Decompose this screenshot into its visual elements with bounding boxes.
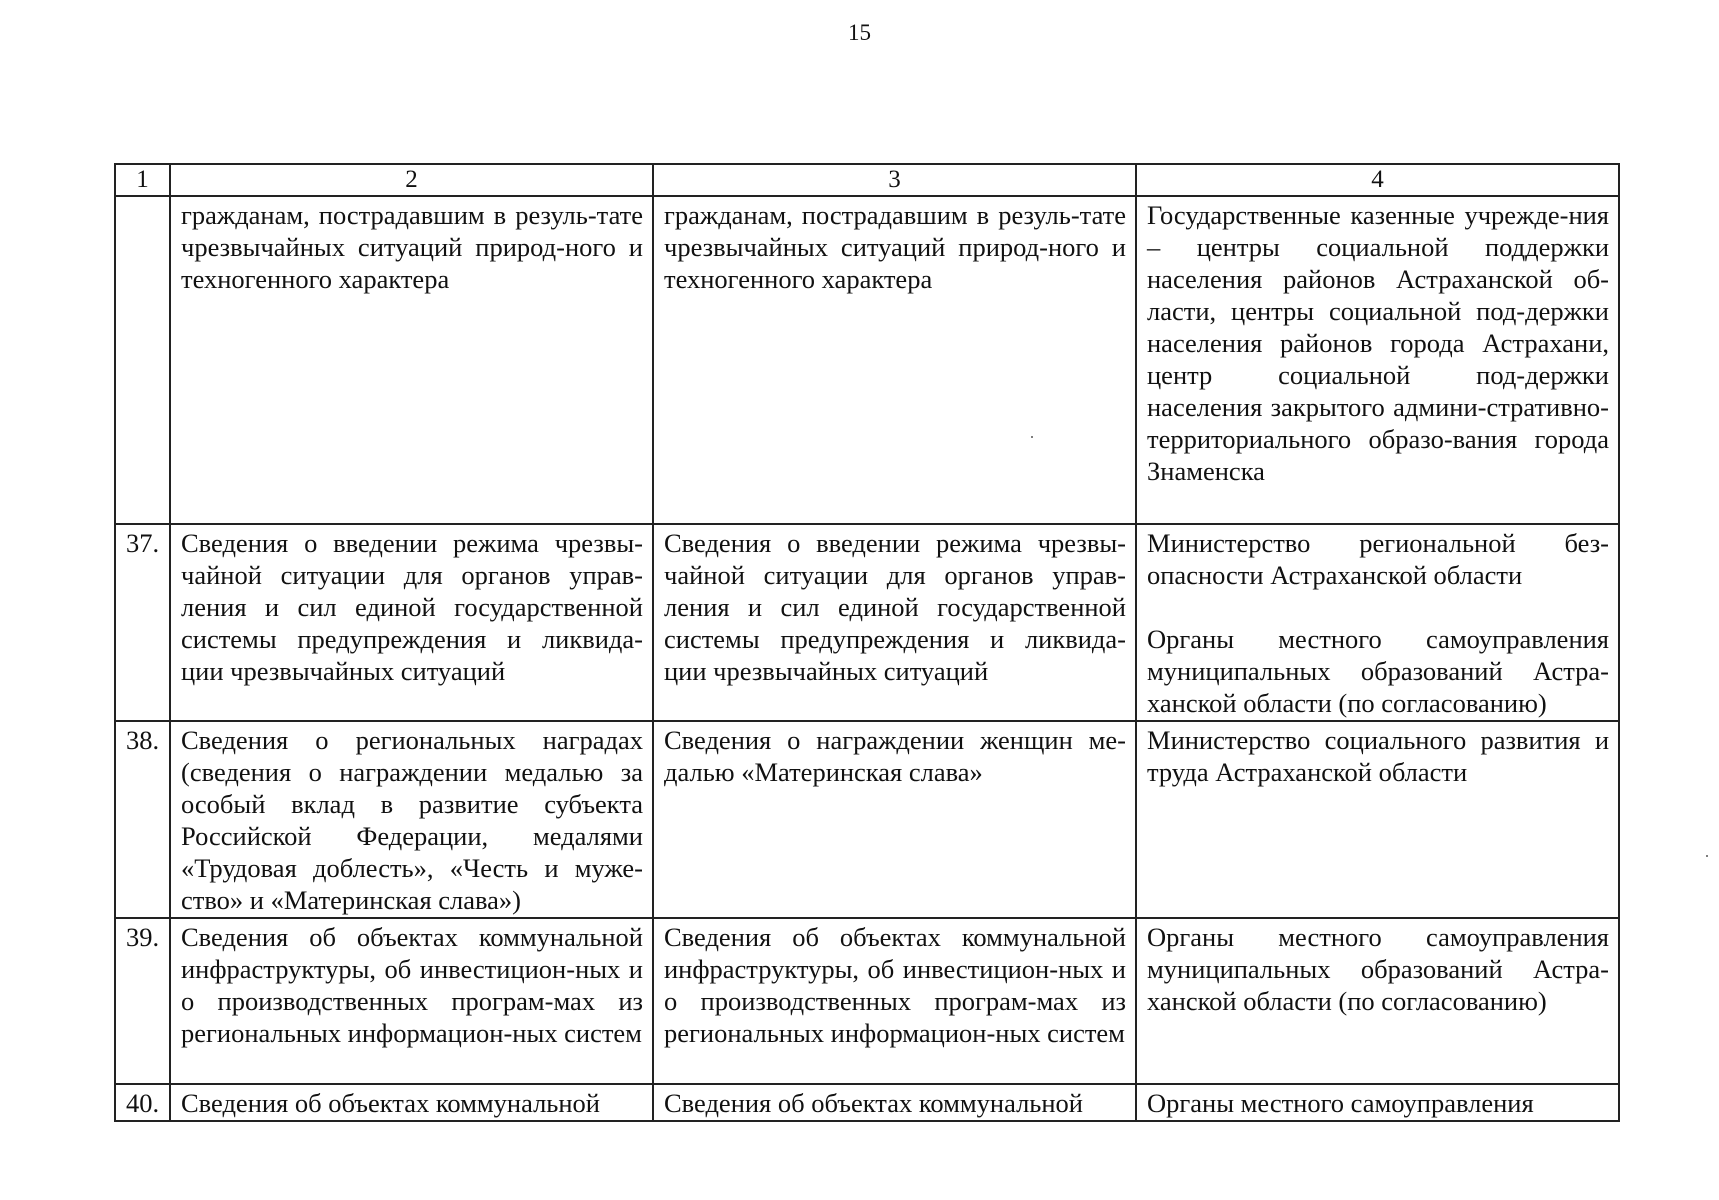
column-number-3: 3 [653,164,1136,196]
cell-information-content: Сведения об объектах коммунальной [653,1084,1136,1121]
row-number: 38. [115,721,170,918]
cell-information-type: Сведения о региональных наградах (сведения о награждении медалью за особый вклад в развитие субъекта Российской Федерации, медалями «Трудовая доблесть», «Честь и муже-ство» и «Материнская слава») [170,721,653,918]
cell-information-content: Сведения об объектах коммунальной инфраструктуры, об инвестицион-ных и о производственных програм-мах из региональных информацион-ных систем [653,918,1136,1084]
cell-information-type: Сведения об объектах коммунальной [170,1084,653,1121]
cell-information-content: гражданам, пострадавшим в резуль-тате чрезвычайных ситуаций природ-ного и техногенного характера [653,196,1136,524]
cell-information-type: Сведения об объектах коммунальной инфраструктуры, об инвестицион-ных и о производственных програм-мах из региональных информацион-ных систем [170,918,653,1084]
column-number-2: 2 [170,164,653,196]
scan-speck [1706,855,1708,857]
table-row [115,524,1619,721]
cell-information-content: Сведения о введении режима чрезвы-чайной ситуации для органов управ-ления и сил единой государственной системы предупреждения и ликвида-ции чрезвычайных ситуаций [653,524,1136,721]
row-number: 40. [115,1084,170,1121]
responsible-body-text: Министерство социального развития и труда Астраханской области [1147,725,1609,787]
table-row [115,918,1619,1084]
responsible-body-text: Органы местного самоуправления муниципальных образований Астра-ханской области (по согласованию) [1147,922,1609,1016]
table-row [115,196,1619,524]
cell-responsible-body [1136,721,1619,918]
cell-information-content: Сведения о награждении женщин ме-далью «Материнская слава» [653,721,1136,918]
cell-responsible-body [1136,524,1619,721]
responsible-body-text: Государственные казенные учрежде-ния – центры социальной поддержки населения районов Астраханской об-ласти, центры социальной под-держки населения районов города Астрахани, центр социальной под-держки населения закрытого админи-стративно-территориального образо-вания города Знаменска [1147,200,1609,486]
responsible-body-text: Органы местного самоуправления муниципальных образований Астра-ханской области (по согласованию) [1147,624,1609,718]
row-number: 37. [115,524,170,721]
cell-responsible-body [1136,196,1619,524]
row-number [115,196,170,524]
cell-responsible-body [1136,918,1619,1084]
paragraph-gap [1147,591,1609,623]
cell-responsible-body [1136,1084,1619,1121]
responsible-body-text: Органы местного самоуправления [1147,1088,1534,1118]
responsible-body-text: Министерство региональной без-опасности Астраханской области [1147,528,1609,590]
page-number: 15 [848,20,871,45]
cell-information-type: гражданам, пострадавшим в резуль-тате чрезвычайных ситуаций природ-ного и техногенного характера [170,196,653,524]
column-number-1: 1 [115,164,170,196]
table-row [115,1084,1619,1121]
row-number: 39. [115,918,170,1084]
column-number-4: 4 [1136,164,1619,196]
document-table [114,163,1620,1122]
scan-speck [1031,436,1033,438]
table-header-row [115,164,1619,196]
cell-information-type: Сведения о введении режима чрезвы-чайной ситуации для органов управ-ления и сил единой государственной системы предупреждения и ликвида-ции чрезвычайных ситуаций [170,524,653,721]
table-row [115,721,1619,918]
